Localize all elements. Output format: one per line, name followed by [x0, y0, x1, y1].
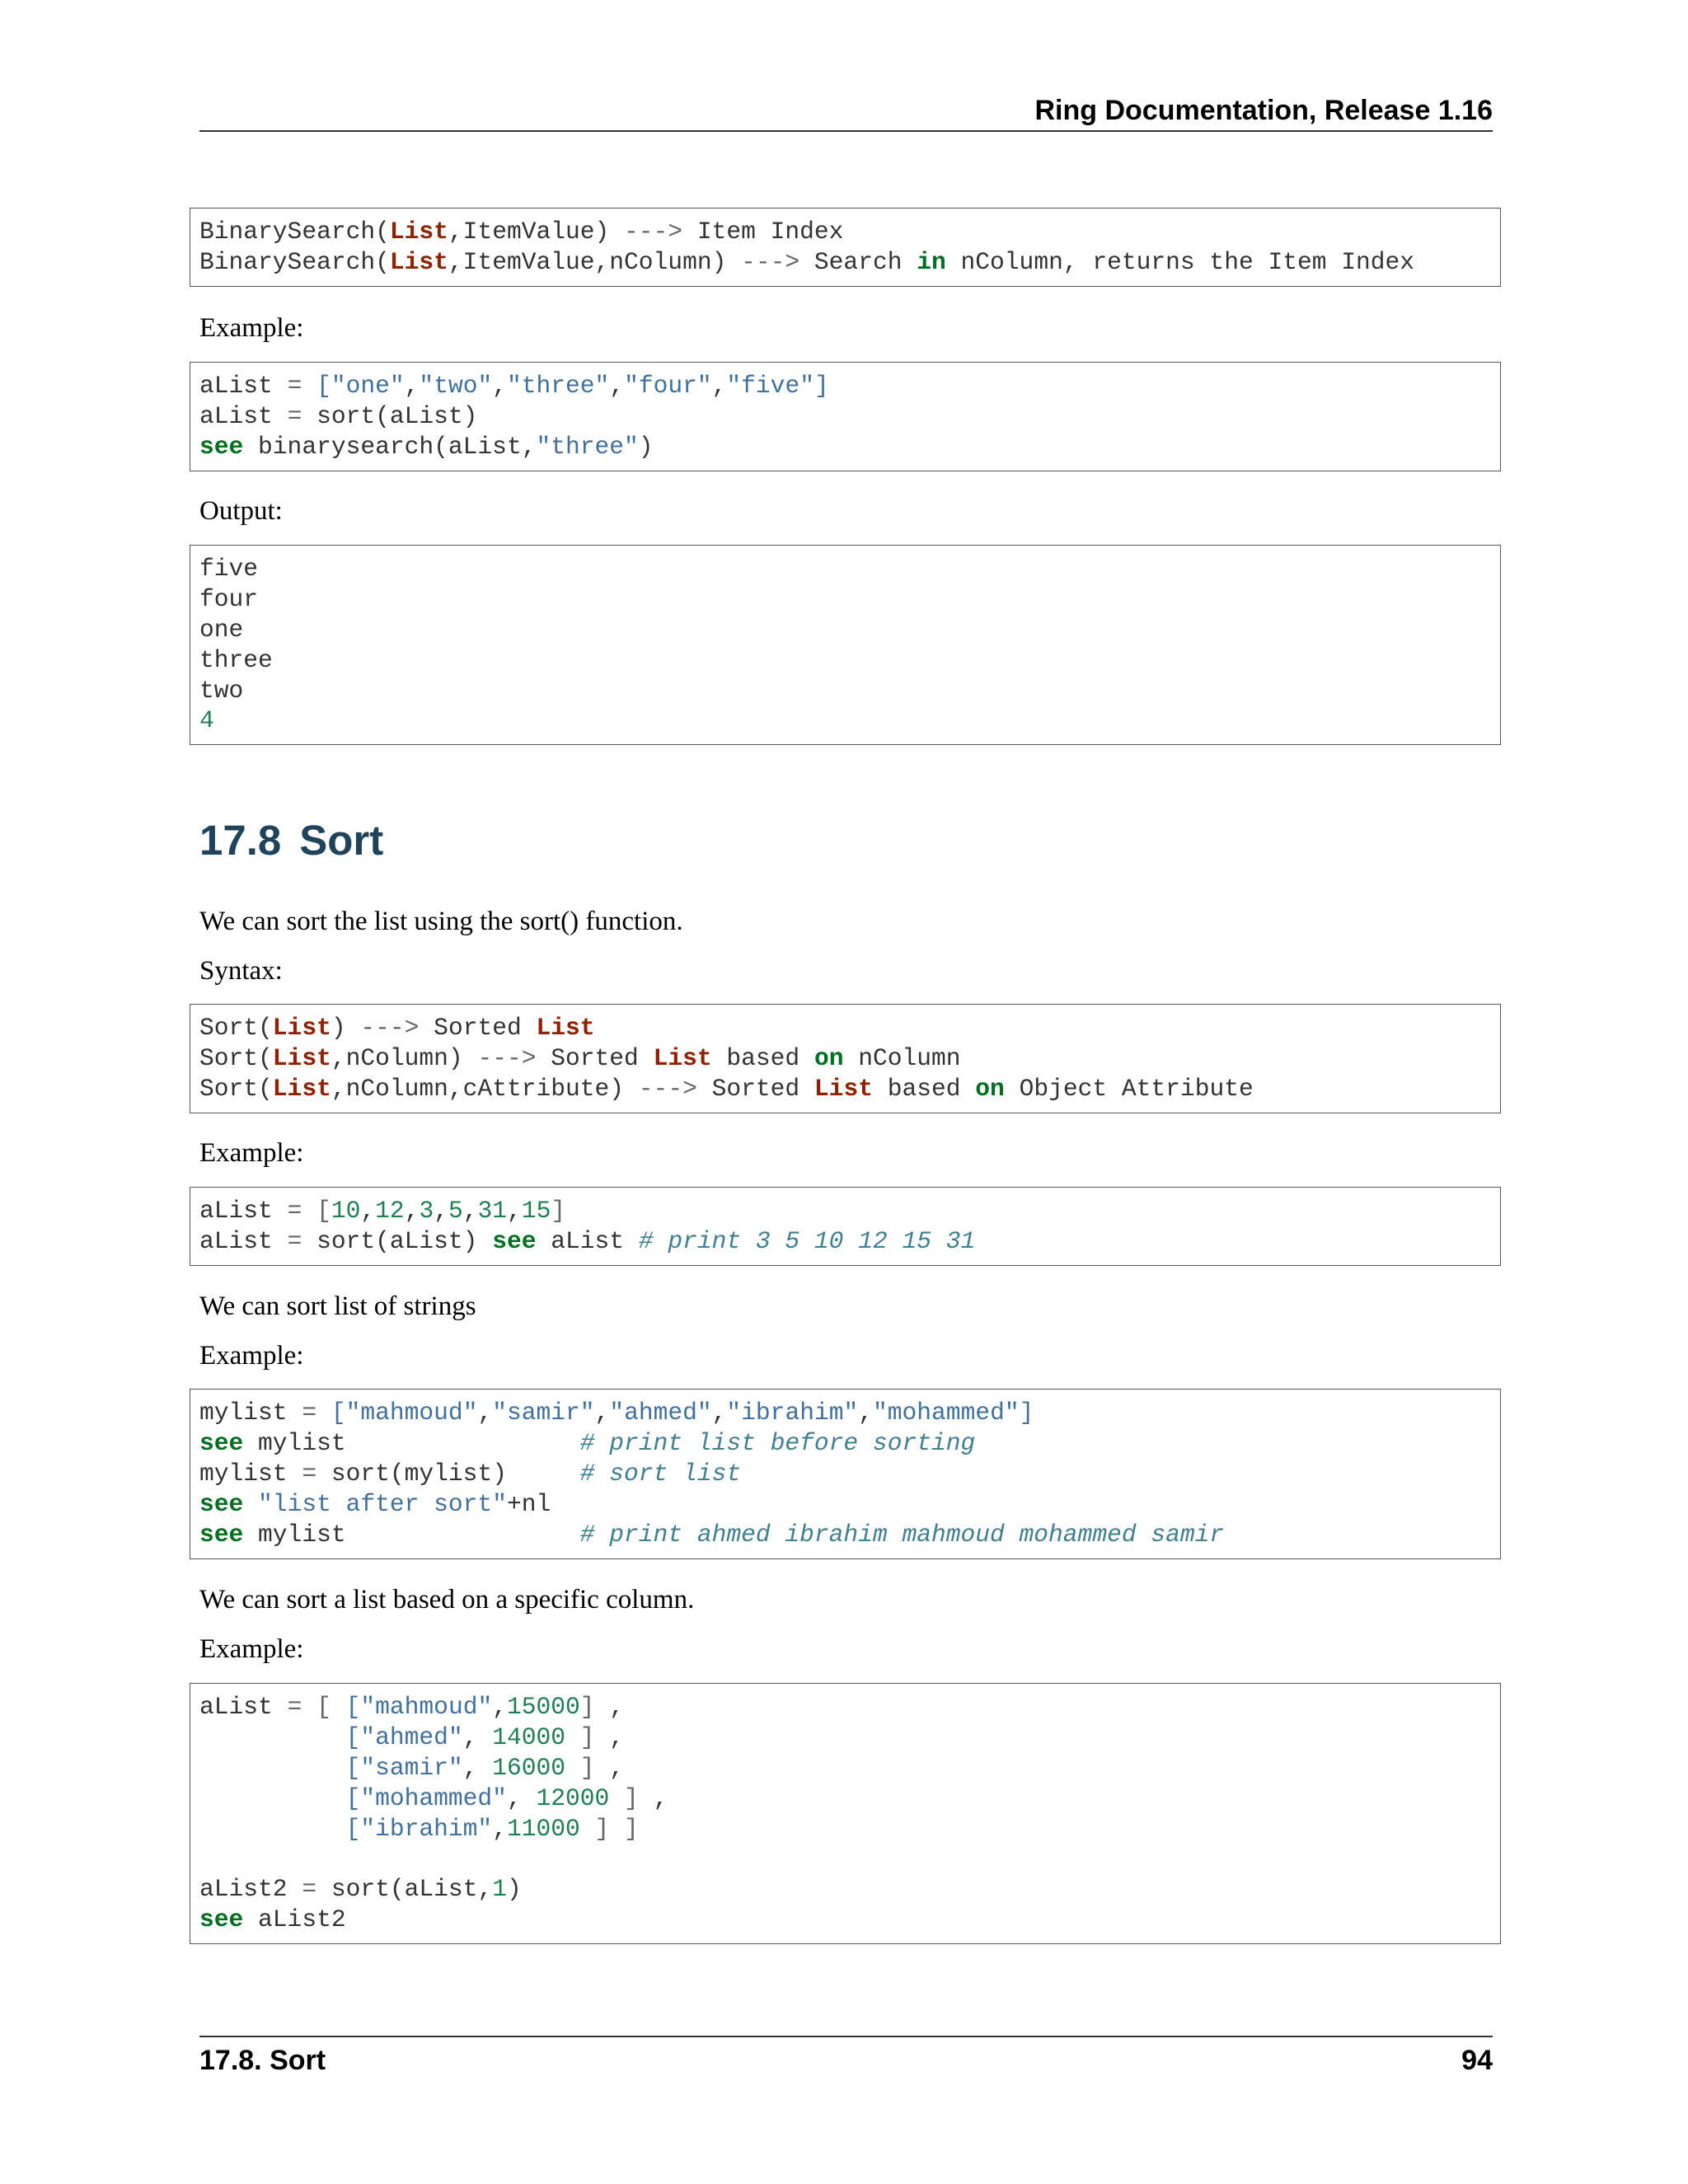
- paragraph-text: Example:: [199, 313, 304, 343]
- code-token: Item Index: [682, 218, 844, 246]
- code-token: ,: [477, 1399, 493, 1427]
- code-token: List: [536, 1014, 595, 1042]
- code-token: ]: [551, 1197, 566, 1225]
- code-token: =: [302, 1399, 317, 1427]
- code-line: [199, 1074, 1500, 1104]
- code-token: nColumn: [843, 1043, 961, 1072]
- code-token: see: [199, 1905, 244, 1934]
- code-token: [565, 1754, 580, 1782]
- code-token: 16000: [492, 1753, 565, 1782]
- code-token: see: [199, 432, 244, 461]
- code-token: "ibrahim": [726, 1399, 859, 1427]
- code-token: [302, 1693, 316, 1721]
- code-line: [199, 705, 1500, 736]
- code-token: ,: [404, 1197, 420, 1225]
- code-token: +nl: [506, 1489, 551, 1518]
- code-token: [331, 1693, 346, 1721]
- code-token: Sorted: [536, 1043, 654, 1072]
- code-token: =: [287, 1197, 302, 1225]
- code-line: [199, 554, 1500, 584]
- code-token: Object Attribute: [1004, 1074, 1254, 1103]
- paragraph-text: Example:: [199, 1138, 304, 1168]
- code-token: ,: [492, 372, 507, 400]
- code-token: [199, 1754, 346, 1782]
- code-token: "ahmed": [609, 1399, 712, 1427]
- code-token: on: [814, 1043, 844, 1072]
- code-token: "three": [506, 372, 610, 400]
- code-token: on: [975, 1074, 1005, 1103]
- code-token: 11000: [506, 1814, 580, 1843]
- code-token: ,: [594, 1722, 625, 1751]
- code-token: ,: [506, 1783, 537, 1812]
- code-line: [199, 584, 1500, 615]
- code-token: ,: [360, 1197, 376, 1225]
- code-token: based: [711, 1043, 814, 1072]
- code-token: =: [302, 1875, 317, 1904]
- code-token: ]: [579, 1722, 595, 1751]
- code-token: Sort(: [199, 1014, 273, 1042]
- paragraph-text: Output:: [199, 496, 283, 526]
- code-token: 4: [199, 706, 214, 735]
- code-token: three: [199, 645, 273, 674]
- code-token: [: [316, 1693, 331, 1721]
- code-token: 3: [419, 1197, 434, 1225]
- code-line: [199, 1013, 1500, 1043]
- code-token: ,: [858, 1399, 874, 1427]
- code-token: # print list before sorting: [579, 1428, 976, 1457]
- code-token: ,: [711, 1399, 727, 1427]
- code-block-7: [190, 1683, 1501, 1944]
- code-token: "five"]: [726, 372, 829, 400]
- code-line: [199, 1489, 1500, 1520]
- code-token: ["mahmoud": [331, 1399, 478, 1427]
- code-token: ,: [492, 1693, 507, 1721]
- code-token: List: [389, 247, 448, 276]
- code-token: mylist: [199, 1399, 302, 1427]
- code-token: ,: [594, 1753, 625, 1782]
- code-token: ,: [434, 1197, 448, 1225]
- code-line: [199, 676, 1500, 706]
- paragraph-text: Example:: [199, 1341, 304, 1371]
- code-token: "mohammed"]: [873, 1399, 1034, 1427]
- code-token: see: [199, 1428, 244, 1457]
- code-token: ]: [594, 1814, 610, 1843]
- code-token: sort(aList): [302, 401, 478, 430]
- code-token: ): [638, 432, 654, 461]
- code-token: List: [272, 1043, 331, 1072]
- code-line: [199, 1398, 1500, 1428]
- code-token: List: [653, 1043, 712, 1072]
- code-token: ["ibrahim": [345, 1814, 493, 1843]
- paragraph-text: We can sort a list based on a specific column.: [199, 1585, 695, 1615]
- code-token: ): [506, 1875, 522, 1904]
- code-token: aList: [199, 1226, 288, 1255]
- code-line: [199, 1783, 1500, 1814]
- section-number: 17.8: [199, 817, 282, 864]
- code-token: =: [287, 401, 302, 430]
- code-token: ,: [462, 1197, 478, 1225]
- code-token: =: [302, 1459, 317, 1488]
- code-token: two: [199, 676, 244, 705]
- code-token: 10: [331, 1197, 361, 1225]
- code-token: 1: [492, 1875, 507, 1904]
- code-token: Sort(: [199, 1043, 273, 1072]
- code-line: [199, 1459, 1500, 1489]
- code-token: 15000: [506, 1693, 580, 1721]
- code-token: ["one": [316, 372, 405, 400]
- code-line: [199, 1874, 1500, 1905]
- page-number: 94: [1461, 2045, 1493, 2076]
- code-token: ,: [609, 372, 625, 400]
- code-line: [199, 1905, 1500, 1935]
- code-token: --->: [624, 218, 683, 246]
- code-token: see: [492, 1226, 537, 1255]
- code-token: ["mahmoud": [345, 1693, 493, 1721]
- code-token: mylist: [199, 1459, 302, 1488]
- code-token: ,ItemValue): [448, 218, 625, 246]
- code-token: # print ahmed ibrahim mahmoud mohammed samir: [579, 1520, 1225, 1549]
- code-token: --->: [741, 247, 800, 276]
- header-rule: [199, 130, 1493, 132]
- footer-section-title: 17.8. Sort: [199, 2045, 326, 2076]
- paragraph-text: We can sort list of strings: [199, 1291, 476, 1321]
- code-token: aList: [536, 1226, 639, 1255]
- code-token: [565, 1723, 580, 1751]
- code-token: ]: [624, 1814, 639, 1843]
- code-token: [609, 1815, 624, 1843]
- paragraph-text: Example:: [199, 1634, 304, 1664]
- code-token: ,: [462, 1722, 493, 1751]
- code-token: BinarySearch(: [199, 218, 390, 246]
- code-token: ]: [624, 1783, 639, 1812]
- code-block-5: [190, 1187, 1501, 1266]
- code-token: List: [272, 1014, 331, 1042]
- code-line: [199, 1043, 1500, 1074]
- code-token: ): [331, 1014, 361, 1042]
- code-line: [199, 247, 1500, 278]
- code-block-1: [190, 208, 1501, 287]
- code-token: 14000: [492, 1722, 565, 1751]
- code-token: aList2: [243, 1905, 346, 1934]
- code-token: [302, 1197, 316, 1225]
- code-token: "two": [419, 372, 493, 400]
- code-line: [199, 1814, 1500, 1844]
- code-token: BinarySearch(: [199, 247, 390, 276]
- code-line: [199, 645, 1500, 676]
- code-token: ]: [579, 1753, 595, 1782]
- code-token: mylist: [243, 1520, 580, 1549]
- code-token: =: [287, 372, 302, 400]
- code-token: four: [199, 584, 259, 613]
- code-line: [199, 1428, 1500, 1459]
- code-token: ,: [594, 1693, 625, 1721]
- code-token: Sorted: [419, 1014, 537, 1042]
- code-token: # print 3 5 10 12 15 31: [638, 1226, 976, 1255]
- code-token: five: [199, 555, 259, 583]
- code-block-4: [190, 1004, 1501, 1113]
- code-token: aList: [199, 372, 288, 400]
- code-token: binarysearch(aList,: [243, 432, 537, 461]
- running-header: Ring Documentation, Release 1.16: [1034, 95, 1493, 126]
- code-token: ,: [507, 1197, 522, 1225]
- code-token: 5: [448, 1197, 463, 1225]
- code-line: [199, 1844, 1500, 1874]
- code-token: "list after sort": [258, 1489, 507, 1518]
- footer-rule: [199, 2036, 1493, 2037]
- code-block-2: [190, 362, 1501, 471]
- section-title: Sort: [299, 817, 384, 864]
- code-token: Sorted: [696, 1074, 814, 1103]
- code-token: aList: [199, 1693, 288, 1721]
- code-line: [199, 1226, 1500, 1257]
- code-token: see: [199, 1520, 244, 1549]
- code-token: ,: [492, 1814, 507, 1843]
- code-token: [316, 1399, 331, 1427]
- code-token: Sort(: [199, 1074, 273, 1103]
- code-token: List: [272, 1074, 331, 1103]
- code-token: sort(aList,: [316, 1875, 493, 1904]
- code-token: =: [287, 1226, 302, 1255]
- code-token: ,nColumn,cAttribute): [331, 1074, 639, 1103]
- code-token: --->: [477, 1043, 537, 1072]
- code-token: --->: [638, 1074, 697, 1103]
- code-token: ,: [404, 372, 420, 400]
- code-token: [199, 1723, 346, 1751]
- code-token: ,ItemValue,nColumn): [448, 247, 742, 276]
- code-token: "three": [536, 432, 639, 461]
- code-token: see: [199, 1489, 244, 1518]
- code-token: ]: [579, 1693, 595, 1721]
- code-line: [199, 432, 1500, 462]
- code-token: ,: [638, 1783, 668, 1812]
- code-line: [199, 217, 1500, 247]
- code-token: "samir": [492, 1399, 595, 1427]
- section-heading: [199, 816, 383, 865]
- code-token: one: [199, 615, 244, 644]
- code-line: [199, 371, 1500, 401]
- code-token: Search: [799, 247, 917, 276]
- code-line: [199, 1753, 1500, 1783]
- code-token: # sort list: [579, 1459, 742, 1488]
- code-block-6: [190, 1389, 1501, 1559]
- code-token: 15: [521, 1197, 551, 1225]
- code-token: ,nColumn): [331, 1043, 478, 1072]
- code-token: "four": [624, 372, 712, 400]
- code-token: [302, 372, 316, 400]
- code-token: ["ahmed": [345, 1722, 463, 1751]
- code-token: based: [872, 1074, 976, 1103]
- code-token: 12000: [536, 1783, 610, 1812]
- code-token: [580, 1815, 595, 1843]
- code-token: 31: [477, 1197, 508, 1225]
- code-line: [199, 1722, 1500, 1753]
- code-token: [243, 1490, 258, 1518]
- paragraph-text: Syntax:: [199, 956, 283, 986]
- code-token: --->: [360, 1014, 420, 1042]
- code-token: [199, 1815, 346, 1843]
- code-token: ["mohammed": [345, 1783, 507, 1812]
- code-token: sort(aList): [302, 1226, 493, 1255]
- code-token: List: [389, 218, 448, 246]
- code-block-3: [190, 545, 1501, 745]
- code-token: =: [287, 1693, 302, 1721]
- code-token: ,: [711, 372, 727, 400]
- code-token: [609, 1784, 624, 1812]
- code-token: ["samir": [345, 1753, 463, 1782]
- code-token: in: [917, 247, 946, 276]
- code-token: nColumn, returns the Item Index: [945, 247, 1415, 276]
- code-token: sort(mylist): [316, 1459, 580, 1488]
- code-token: ,: [594, 1399, 610, 1427]
- code-token: aList: [199, 401, 288, 430]
- code-line: [199, 615, 1500, 645]
- code-token: ,: [462, 1753, 493, 1782]
- code-token: List: [814, 1074, 873, 1103]
- code-line: [199, 1520, 1500, 1550]
- code-line: [199, 1196, 1500, 1226]
- code-line: [199, 1692, 1500, 1722]
- code-token: aList: [199, 1197, 288, 1225]
- code-token: [199, 1784, 346, 1812]
- code-token: [: [316, 1197, 331, 1225]
- paragraph-text: We can sort the list using the sort() function.: [199, 907, 683, 936]
- code-token: aList2: [199, 1875, 302, 1904]
- code-token: 12: [375, 1197, 405, 1225]
- code-line: [199, 401, 1500, 432]
- code-token: mylist: [243, 1428, 580, 1457]
